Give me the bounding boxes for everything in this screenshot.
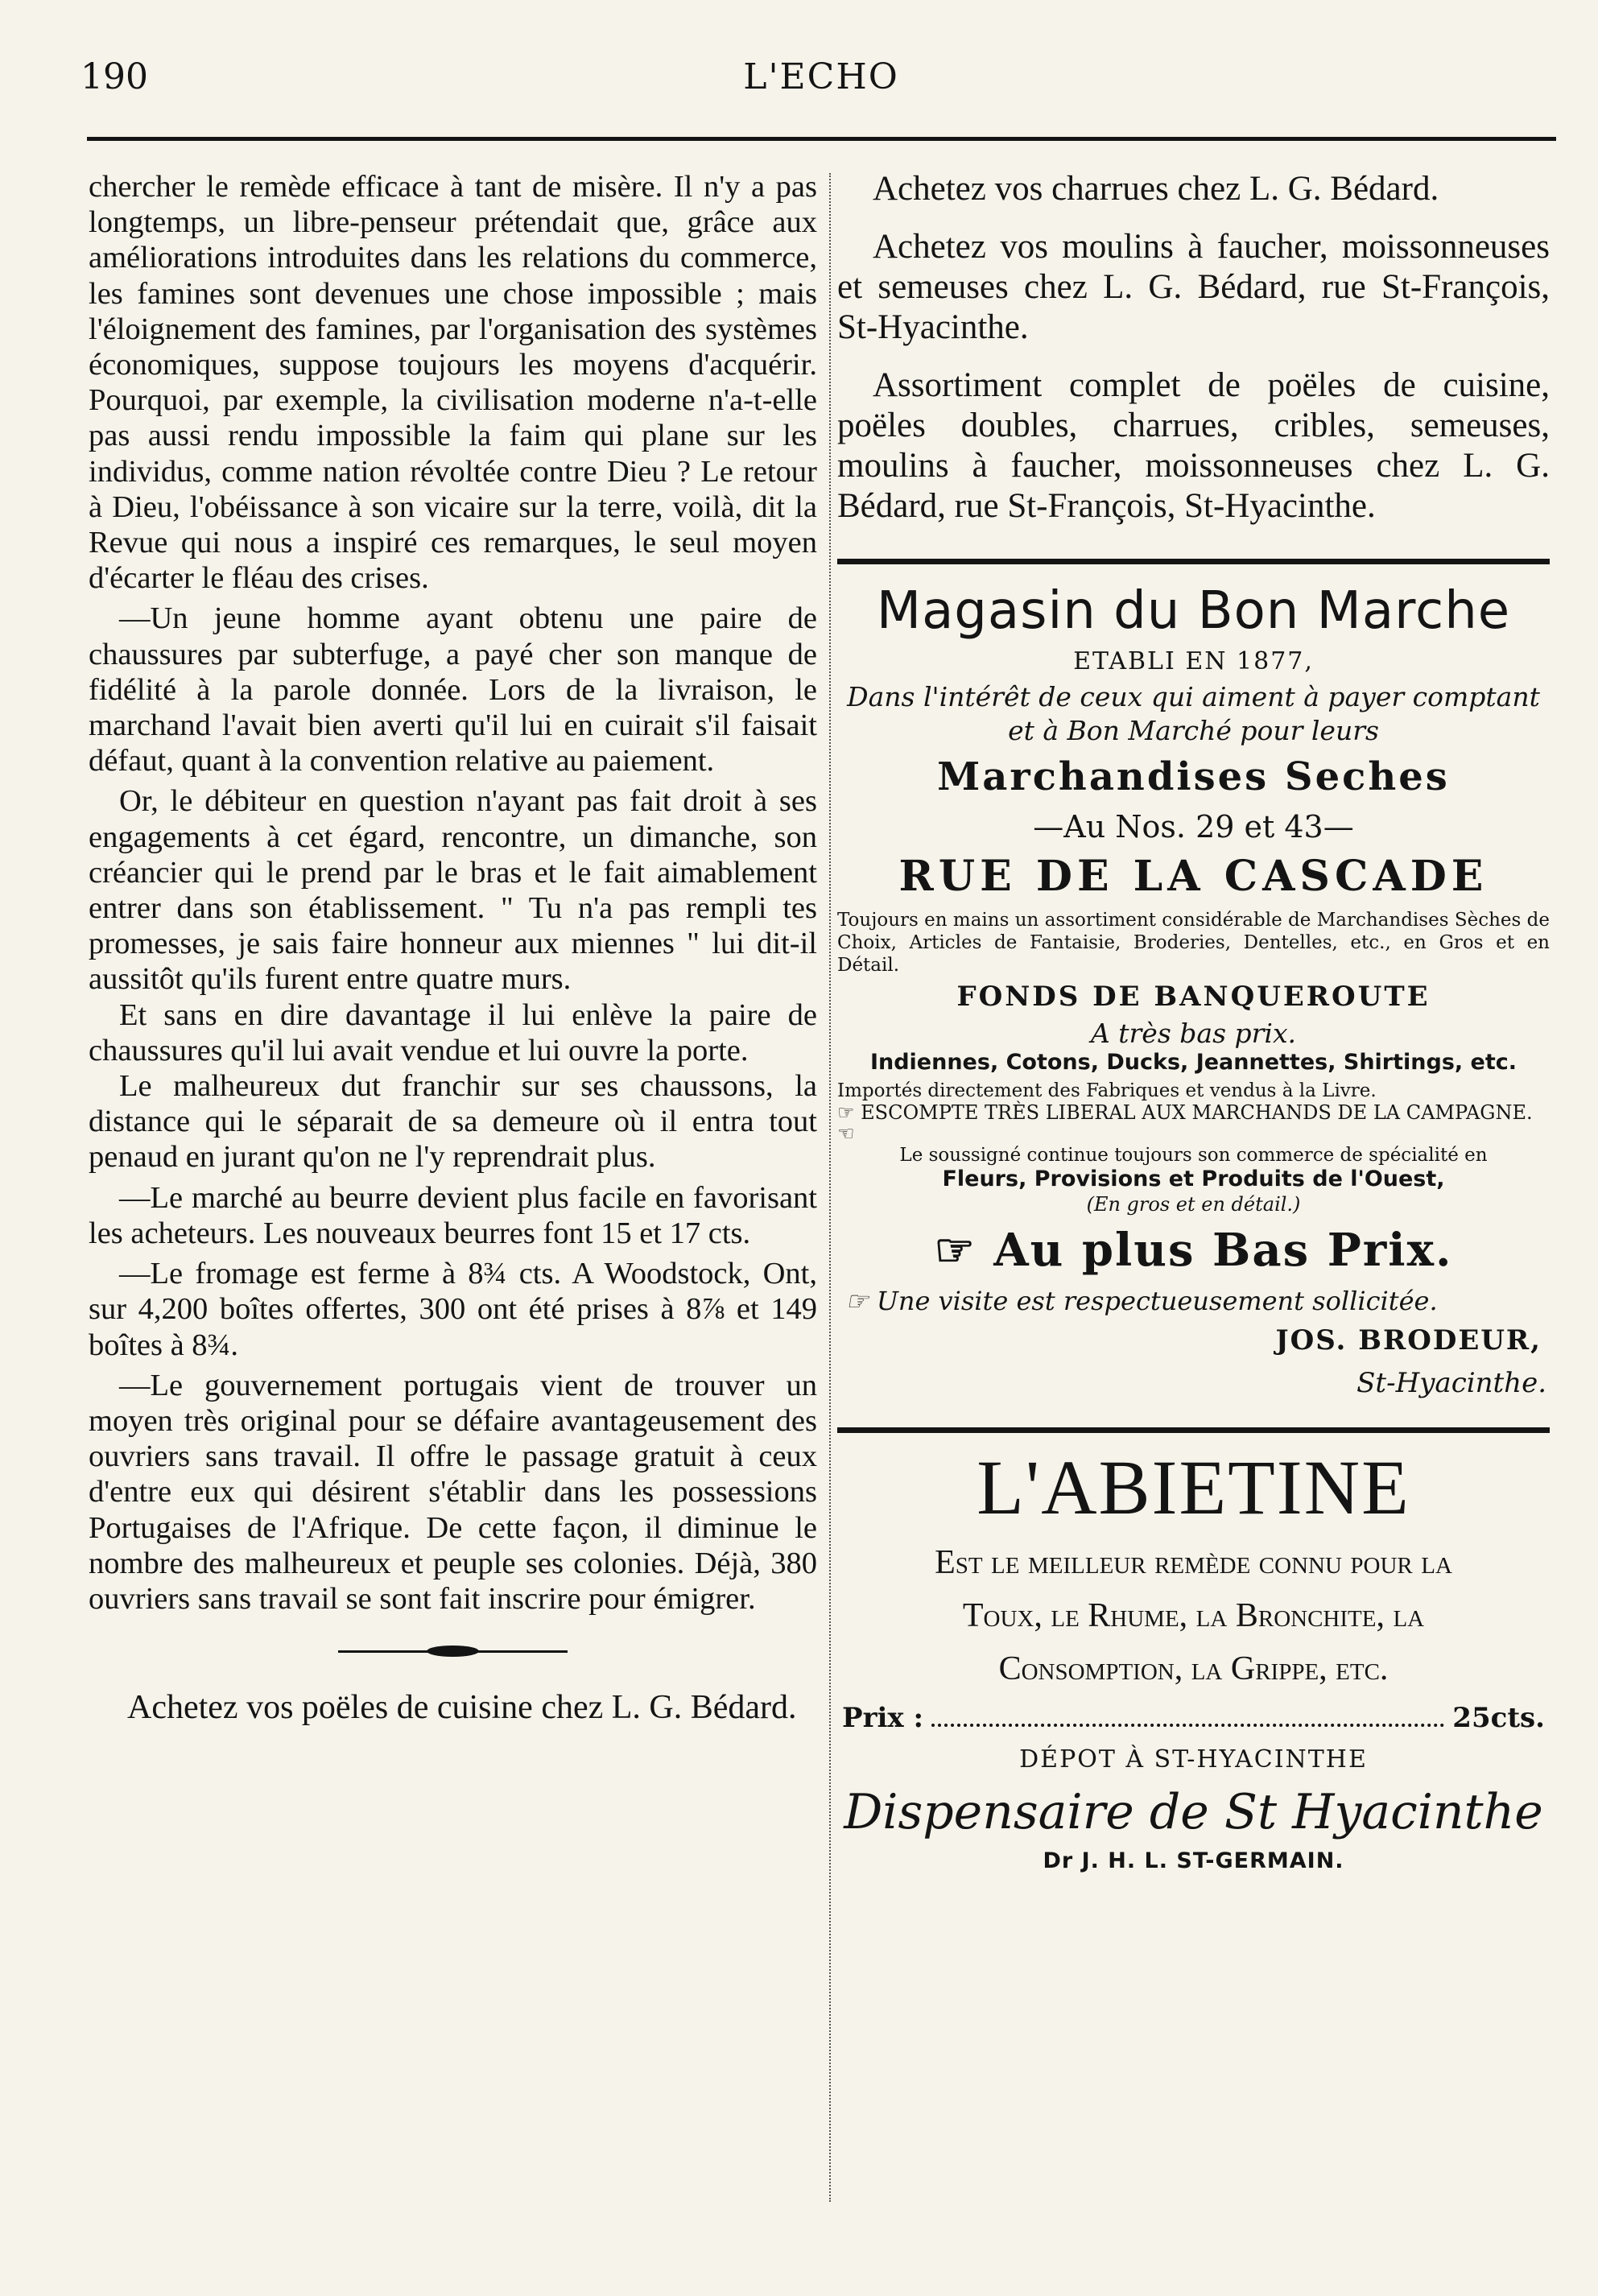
column-divider	[829, 173, 831, 2202]
magasin-toujours: Toujours en mains un assortiment considérable de Marchandises Sèches de Choix, Articles de Fantaisie, Broderies, Dentelles, etc., en Gros et en Détail.	[837, 910, 1550, 976]
right-column	[837, 169, 1550, 1877]
article-paragraph: —Le fromage est ferme à 8¾ cts. A Woodstock, Ont, sur 4,200 boîtes offertes, 300 ont été prises à 8⅞ et 149 boîtes à 8¾.	[89, 1257, 817, 1362]
page-number: 190	[81, 56, 148, 97]
ornament-rule	[338, 1646, 568, 1657]
magasin-city: St-Hyacinthe.	[1356, 1367, 1546, 1399]
magasin-ad	[837, 564, 1550, 1403]
magasin-gros: (En gros et en détail.)	[1086, 1193, 1301, 1216]
magasin-street: RUE DE LA CASCADE	[898, 852, 1489, 901]
magasin-visite-text: Une visite est respectueusement sollicitée.	[876, 1286, 1438, 1316]
magasin-fonds: FONDS DE BANQUEROUTE	[956, 981, 1431, 1013]
abietine-line: Est le meilleur remède connu pour la	[935, 1544, 1452, 1581]
magasin-interet: Dans l'intérêt de ceux qui aiment à payer comptant et à Bon Marché pour leurs	[847, 681, 1540, 746]
article-paragraph: chercher le remède efficace à tant de misère. Il n'y a pas longtemps, un libre-penseur prétendait que, grâce aux améliorations introduites dans les relations du commerce, les famines sont devenues une chose impossible ; mais l'éloignement des famines, par l'organisation des systèmes économiques, suppose toujours les moyens d'acquérir. Pourquoi, par exemple, la civilisation moderne n'a-t-elle pas aussi rendu impossible la faim qui plane sur les individus, comme nation révoltée contre Dieu ? Le retour à Dieu, l'obéissance à son vicaire sur la terre, voilà, dit la Revue qui nous a inspiré ces remarques, le seul moyen d'écarter le fléau des crises.	[89, 170, 817, 596]
abietine-ad	[837, 1433, 1550, 1877]
abietine-title: L'ABIETINE	[977, 1444, 1410, 1530]
magasin-au-plus	[837, 1216, 1550, 1284]
ad-paragraph: Assortiment complet de poëles de cuisine, poëles doubles, charrues, cribles, semeuses, moulins à faucher, moissonneuses chez L. G. Bédard, rue St-François, St-Hyacinthe.	[837, 366, 1550, 525]
magasin-escompte	[837, 1102, 1550, 1144]
article-paragraph: Et sans en dire davantage il lui enlève la paire de chaussures qu'il lui avait vendue et lui ouvre la porte.	[89, 997, 817, 1067]
abietine-dispensaire: Dispensaire de St Hyacinthe	[844, 1784, 1543, 1840]
magasin-owner: JOS. BRODEUR,	[1275, 1324, 1542, 1357]
article-paragraph: —Le marché au beurre devient plus facile en favorisant les acheteurs. Les nouveaux beurres font 15 et 17 cts.	[89, 1180, 817, 1250]
bedard-ads	[837, 169, 1550, 527]
article-paragraph: Or, le débiteur en question n'ayant pas fait droit à ses engagements à cet égard, rencontre, un dimanche, son créancier qui le prend par le bras et le fait aimablement entrer dans son établissement. " Tu n'a pas rempli tes promesses, je sais faire honneur aux miennes " lui dit-il aussitôt qu'ils furent entre quatre murs.	[89, 784, 817, 997]
magasin-importes: Importés directement des Fabriques et vendus à la Livre.	[837, 1080, 1377, 1101]
header-rule	[87, 137, 1556, 141]
magasin-au-plus-text: Au plus Bas Prix.	[993, 1224, 1453, 1277]
article-paragraph: Le malheureux dut franchir sur ses chaussons, la distance qui le séparait de sa demeure où il entra tout penaud en jurant qu'on ne l'y reprendrait plus.	[89, 1069, 817, 1175]
price-label: Prix :	[842, 1702, 924, 1734]
pointing-hand-icon: ☞	[845, 1286, 877, 1316]
magasin-escompte-text: ESCOMPTE TRÈS LIBERAL AUX MARCHANDS DE LA CAMPAGNE.	[861, 1101, 1533, 1124]
magasin-visite	[837, 1284, 1550, 1318]
section-rule	[837, 1427, 1550, 1433]
pointing-hand-icon: ☞	[837, 1101, 861, 1124]
closing-ad: Achetez vos poëles de cuisine chez L. G. Bédard.	[127, 1689, 797, 1727]
running-head: L'ECHO	[743, 56, 899, 97]
page-header	[81, 56, 1562, 113]
magasin-marchandises: Marchandises Seches	[937, 754, 1450, 799]
abietine-line: Toux, le Rhume, la Bronchite, la	[962, 1597, 1425, 1634]
abietine-doctor: Dr J. H. L. ST-GERMAIN.	[1043, 1848, 1344, 1873]
magasin-address: —Au Nos. 29 et 43—	[1033, 809, 1354, 844]
article-paragraph: —Le gouvernement portugais vient de trouver un moyen très original pour se défaire avantageusement des ouvriers sans travail. Il offre le passage gratuit à ceux d'entre eux qui désirent s'établir dans les possessions Portugaises de l'Afrique. De cette façon, il diminue le nombre des malheureux et peuple ses colonies. Déjà, 380 ouvriers sans travail se sont fait inscrire pour émigrer.	[89, 1368, 817, 1616]
magasin-soussigne: Le soussigné continue toujours son commerce de spécialité en	[899, 1145, 1488, 1166]
abietine-price	[837, 1695, 1550, 1741]
magasin-etabli: ETABLI EN 1877,	[1073, 647, 1314, 675]
ad-paragraph: Achetez vos charrues chez L. G. Bédard.	[873, 170, 1439, 208]
abietine-line: Consomption, la Grippe, etc.	[998, 1650, 1389, 1687]
pointing-hand-icon: ☜	[837, 1122, 855, 1145]
magasin-bas-prix: A très bas prix.	[1090, 1018, 1297, 1049]
magasin-indiennes: Indiennes, Cotons, Ducks, Jeannettes, Shirtings, etc.	[869, 1050, 1517, 1075]
price-value: 25cts.	[1452, 1702, 1545, 1734]
left-column	[89, 169, 817, 1730]
abietine-depot: DÉPOT À ST-HYACINTHE	[1019, 1745, 1368, 1774]
magasin-fleurs: Fleurs, Provisions et Produits de l'Ouest,	[942, 1167, 1445, 1191]
dot-leader	[931, 1724, 1444, 1727]
magasin-title: Magasin du Bon Marche	[876, 581, 1511, 641]
pointing-hand-icon: ☞	[934, 1224, 994, 1277]
article-paragraph: —Un jeune homme ayant obtenu une paire de chaussures par subterfuge, a payé cher son manque de fidélité à la parole donnée. Lors de la livraison, le marchand l'avait bien averti qu'il lui en cuirait s'il faisait défaut, quant à la convention relative au paiement.	[89, 601, 817, 778]
ad-paragraph: Achetez vos moulins à faucher, moissonneuses et semeuses chez L. G. Bédard, rue St-François, St-Hyacinthe.	[837, 228, 1550, 346]
section-rule	[837, 559, 1550, 564]
